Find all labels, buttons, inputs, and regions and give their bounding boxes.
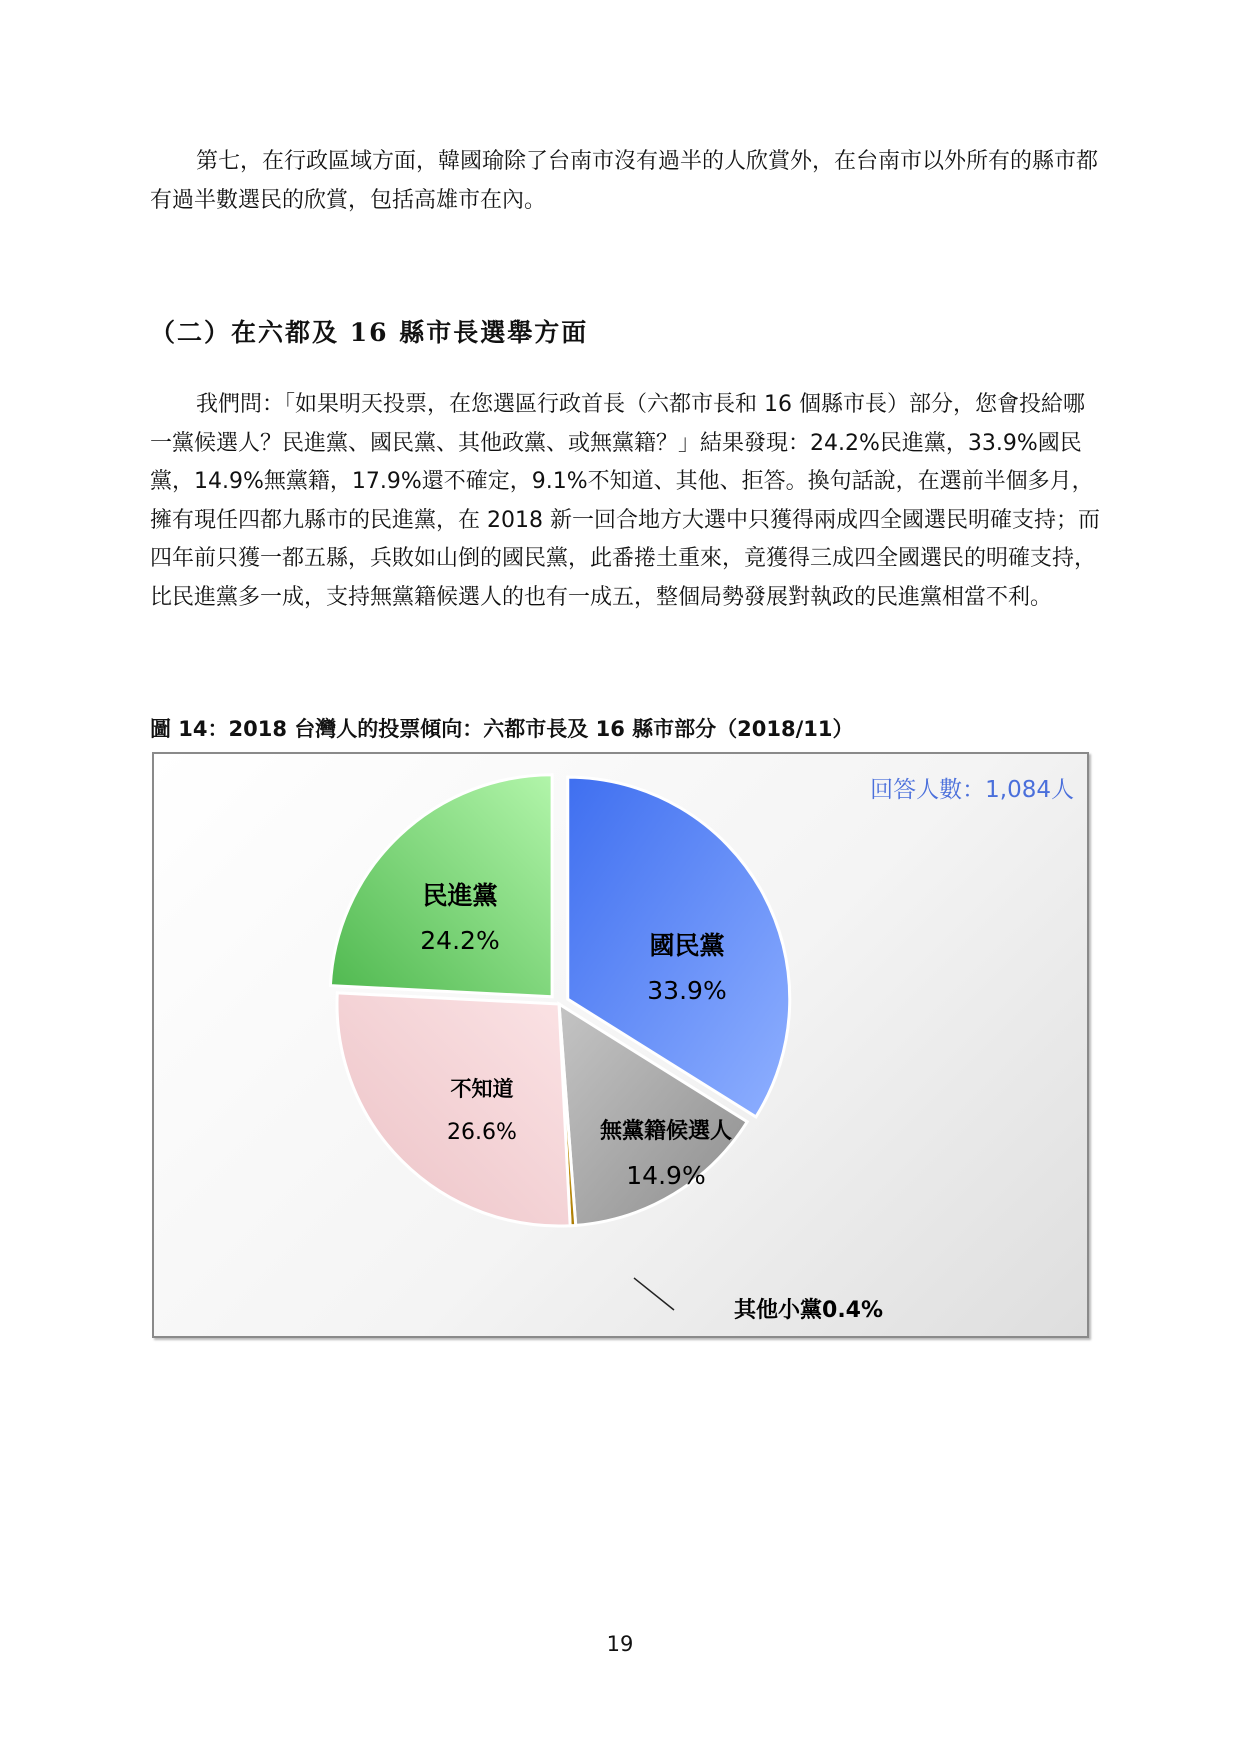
page-number: 19 [606,1632,634,1656]
value-independent: 14.9% [626,1161,706,1190]
value-dpp: 24.2% [420,926,500,955]
respondent-count-annotation: 回答人數：1,084人 [870,777,1074,803]
value-kmt: 33.9% [647,976,727,1005]
figure-caption: 圖 14：2018 台灣人的投票傾向：六都市長及 16 縣市部分（2018/11） [150,717,854,741]
value-unknown: 26.6% [447,1120,517,1145]
label-minor-party: 其他小黨0.4% [734,1298,884,1323]
section-heading: （二）在六都及 16 縣市長選舉方面 [150,318,589,347]
slice-unknown [337,993,570,1226]
pie-chart [154,754,1087,1336]
label-independent: 無黨籍候選人 [599,1119,733,1144]
leader-line-minor-party [634,1278,674,1310]
paragraph-regional: 第七，在行政區域方面，韓國瑜除了台南市沒有過半的人欣賞外，在台南市以外所有的縣市都有過半數選民的欣賞，包括高雄市在內。 [150,149,1099,213]
label-dpp: 民進黨 [422,881,498,910]
paragraph-survey-result: 我們問：「如果明天投票，在您選區行政首長（六都市長和 16 個縣市長）部分，您會投給哪一黨候選人？民進黨、國民黨、其他政黨、或無黨籍？」結果發現：24.2%民進黨，33.9%國民黨，14.9%無黨籍，17.9%還不確定，9.1%不知道、其他、拒答。換句話說，在選前半個多月，擁有現任四都九縣市的民進黨，在 2018 新一回合地方大選中只獲得兩成四全國選民明確支持；而四年前只獲一都五縣，兵敗如山倒的國民黨，此番捲土重來，竟獲得三成四全國選民的明確支持，比民進黨多一成，支持無黨籍候選人的也有一成五，整個局勢發展對執政的民進黨相當不利。 [150,392,1100,610]
label-unknown: 不知道 [450,1077,514,1101]
label-kmt: 國民黨 [649,931,725,960]
pie-chart-frame [152,752,1089,1338]
